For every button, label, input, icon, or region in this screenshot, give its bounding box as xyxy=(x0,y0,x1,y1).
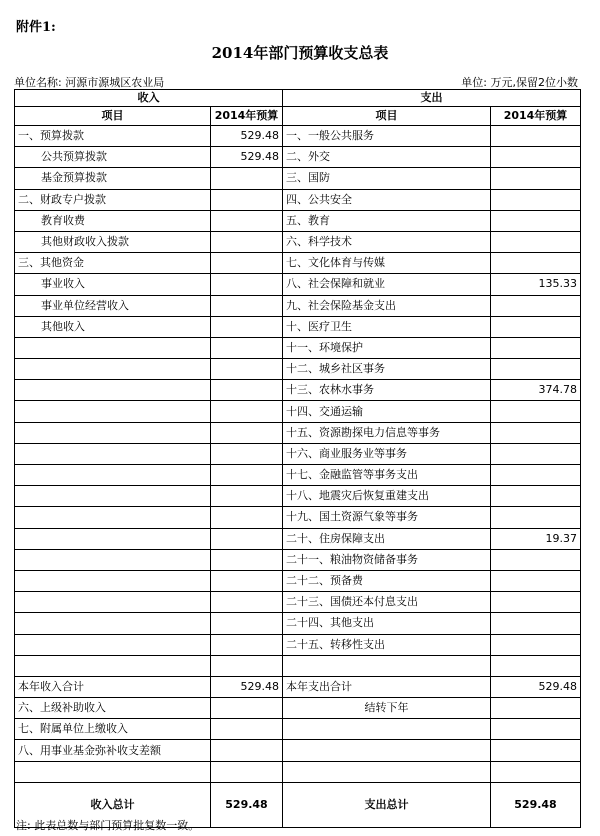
income-item-cell xyxy=(15,380,211,401)
income-value-cell xyxy=(211,486,283,507)
expense-value-cell xyxy=(491,570,581,591)
income-item-cell xyxy=(15,422,211,443)
income-value-cell: 529.48 xyxy=(211,147,283,168)
expense-value-cell xyxy=(491,634,581,655)
budget-table xyxy=(14,89,581,828)
income-item-cell: 事业单位经营收入 xyxy=(15,295,211,316)
income-item-cell xyxy=(15,655,211,676)
expense-item-cell: 结转下年 xyxy=(283,698,491,719)
table-row xyxy=(15,592,581,613)
income-item-cell: 本年收入合计 xyxy=(15,676,211,697)
table-row xyxy=(15,253,581,274)
income-value-cell xyxy=(211,422,283,443)
expense-value-cell xyxy=(491,359,581,380)
expense-item-cell: 三、国防 xyxy=(283,168,491,189)
income-value-cell xyxy=(211,698,283,719)
expense-total-label: 支出总计 xyxy=(283,782,491,827)
income-value-cell xyxy=(211,168,283,189)
income-item-cell: 七、附属单位上缴收入 xyxy=(15,719,211,740)
expense-section-header: 支出 xyxy=(283,90,581,107)
income-value-cell xyxy=(211,231,283,252)
income-value-cell xyxy=(211,401,283,422)
table-row xyxy=(15,380,581,401)
income-item-header: 项目 xyxy=(15,107,211,126)
income-item-cell: 三、其他资金 xyxy=(15,253,211,274)
income-item-cell: 八、用事业基金弥补收支差额 xyxy=(15,740,211,761)
table-row xyxy=(15,634,581,655)
expense-item-cell: 二十四、其他支出 xyxy=(283,613,491,634)
income-value-cell xyxy=(211,761,283,782)
column-header-row xyxy=(15,107,581,126)
expense-item-cell: 二十五、转移性支出 xyxy=(283,634,491,655)
table-row xyxy=(15,316,581,337)
table-row xyxy=(15,613,581,634)
income-item-cell xyxy=(15,486,211,507)
expense-item-cell: 十八、地震灾后恢复重建支出 xyxy=(283,486,491,507)
table-row xyxy=(15,719,581,740)
income-item-cell xyxy=(15,359,211,380)
income-value-cell xyxy=(211,570,283,591)
expense-item-cell: 十九、国土资源气象等事务 xyxy=(283,507,491,528)
expense-item-cell: 九、社会保险基金支出 xyxy=(283,295,491,316)
income-value-cell xyxy=(211,592,283,613)
table-row xyxy=(15,761,581,782)
expense-item-cell: 七、文化体育与传媒 xyxy=(283,253,491,274)
income-item-cell xyxy=(15,401,211,422)
expense-value-cell xyxy=(491,231,581,252)
table-row xyxy=(15,655,581,676)
table-row xyxy=(15,210,581,231)
expense-value-cell xyxy=(491,761,581,782)
table-row xyxy=(15,274,581,295)
income-item-cell xyxy=(15,443,211,464)
expense-value-cell xyxy=(491,210,581,231)
income-item-cell xyxy=(15,507,211,528)
expense-item-cell: 十五、资源勘探电力信息等事务 xyxy=(283,422,491,443)
income-value-cell xyxy=(211,295,283,316)
page-title: 2014年部门预算收支总表 xyxy=(211,44,389,62)
table-row xyxy=(15,337,581,358)
expense-value-cell xyxy=(491,655,581,676)
expense-item-cell: 二十三、国债还本付息支出 xyxy=(283,592,491,613)
annex-label: 附件1: xyxy=(16,20,56,35)
income-item-cell xyxy=(15,528,211,549)
income-item-cell xyxy=(15,549,211,570)
expense-value-cell xyxy=(491,316,581,337)
expense-value-cell xyxy=(491,549,581,570)
table-row xyxy=(15,507,581,528)
expense-value-cell xyxy=(491,698,581,719)
income-item-cell: 其他收入 xyxy=(15,316,211,337)
table-row xyxy=(15,486,581,507)
income-item-cell xyxy=(15,613,211,634)
table-row xyxy=(15,231,581,252)
expense-item-cell: 一、一般公共服务 xyxy=(283,126,491,147)
income-item-cell xyxy=(15,337,211,358)
expense-value-cell xyxy=(491,613,581,634)
expense-total-value: 529.48 xyxy=(491,782,581,827)
table-row xyxy=(15,189,581,210)
expense-item-cell: 本年支出合计 xyxy=(283,676,491,697)
expense-budget-header: 2014年预算 xyxy=(491,107,581,126)
table-row xyxy=(15,422,581,443)
income-value-cell xyxy=(211,740,283,761)
income-value-cell xyxy=(211,719,283,740)
expense-item-cell: 十、医疗卫生 xyxy=(283,316,491,337)
income-value-cell xyxy=(211,337,283,358)
expense-item-cell: 十七、金融监管等事务支出 xyxy=(283,465,491,486)
unit-note: 单位: 万元,保留2位小数 xyxy=(461,76,578,89)
income-value-cell xyxy=(211,549,283,570)
income-budget-header: 2014年预算 xyxy=(211,107,283,126)
income-value-cell: 529.48 xyxy=(211,126,283,147)
expense-item-cell: 二、外交 xyxy=(283,147,491,168)
expense-value-cell xyxy=(491,147,581,168)
section-header-row xyxy=(15,90,581,107)
table-row xyxy=(15,359,581,380)
income-item-cell: 其他财政收入拨款 xyxy=(15,231,211,252)
income-value-cell xyxy=(211,507,283,528)
table-row xyxy=(15,465,581,486)
income-section-header: 收入 xyxy=(15,90,283,107)
expense-value-cell xyxy=(491,443,581,464)
table-row xyxy=(15,740,581,761)
income-value-cell xyxy=(211,359,283,380)
income-value-cell xyxy=(211,274,283,295)
table-row xyxy=(15,401,581,422)
expense-item-cell: 二十二、预备费 xyxy=(283,570,491,591)
expense-item-cell: 十三、农林水事务 xyxy=(283,380,491,401)
income-item-cell: 基金预算拨款 xyxy=(15,168,211,189)
table-row xyxy=(15,295,581,316)
table-row xyxy=(15,147,581,168)
table-row xyxy=(15,528,581,549)
income-total-value: 529.48 xyxy=(211,782,283,827)
expense-item-cell: 四、公共安全 xyxy=(283,189,491,210)
expense-item-cell: 五、教育 xyxy=(283,210,491,231)
income-item-cell xyxy=(15,634,211,655)
income-item-cell: 公共预算拨款 xyxy=(15,147,211,168)
expense-item-cell: 十六、商业服务业等事务 xyxy=(283,443,491,464)
expense-item-cell: 十四、交通运输 xyxy=(283,401,491,422)
expense-item-cell xyxy=(283,740,491,761)
footnote: 注: 此表总数与部门预算批复数一致。 xyxy=(16,819,200,832)
expense-item-cell: 八、社会保障和就业 xyxy=(283,274,491,295)
income-value-cell xyxy=(211,465,283,486)
table-row xyxy=(15,676,581,697)
expense-value-cell xyxy=(491,465,581,486)
expense-item-cell xyxy=(283,761,491,782)
income-value-cell xyxy=(211,443,283,464)
income-item-cell: 二、财政专户拨款 xyxy=(15,189,211,210)
income-value-cell xyxy=(211,528,283,549)
table-row xyxy=(15,443,581,464)
income-value-cell: 529.48 xyxy=(211,676,283,697)
income-item-cell xyxy=(15,465,211,486)
income-value-cell xyxy=(211,380,283,401)
income-value-cell xyxy=(211,613,283,634)
table-row xyxy=(15,549,581,570)
income-value-cell xyxy=(211,655,283,676)
expense-item-cell: 六、科学技术 xyxy=(283,231,491,252)
table-row xyxy=(15,698,581,719)
expense-item-cell: 十二、城乡社区事务 xyxy=(283,359,491,380)
expense-value-cell xyxy=(491,295,581,316)
expense-value-cell: 19.37 xyxy=(491,528,581,549)
table-row xyxy=(15,168,581,189)
income-item-cell: 一、预算拨款 xyxy=(15,126,211,147)
expense-item-cell xyxy=(283,655,491,676)
expense-value-cell xyxy=(491,507,581,528)
income-value-cell xyxy=(211,634,283,655)
income-value-cell xyxy=(211,210,283,231)
expense-value-cell: 529.48 xyxy=(491,676,581,697)
expense-value-cell xyxy=(491,337,581,358)
expense-value-cell xyxy=(491,253,581,274)
table-row xyxy=(15,126,581,147)
expense-value-cell: 374.78 xyxy=(491,380,581,401)
expense-value-cell xyxy=(491,740,581,761)
expense-value-cell xyxy=(491,719,581,740)
expense-value-cell xyxy=(491,189,581,210)
expense-value-cell xyxy=(491,168,581,189)
expense-value-cell: 135.33 xyxy=(491,274,581,295)
expense-value-cell xyxy=(491,592,581,613)
expense-item-header: 项目 xyxy=(283,107,491,126)
income-item-cell xyxy=(15,761,211,782)
income-item-cell: 事业收入 xyxy=(15,274,211,295)
unit-name: 单位名称: 河源市源城区农业局 xyxy=(14,76,165,89)
table-row xyxy=(15,570,581,591)
expense-item-cell: 二十、住房保障支出 xyxy=(283,528,491,549)
expense-item-cell: 十一、环境保护 xyxy=(283,337,491,358)
income-value-cell xyxy=(211,253,283,274)
income-item-cell xyxy=(15,592,211,613)
income-item-cell: 教育收费 xyxy=(15,210,211,231)
expense-value-cell xyxy=(491,486,581,507)
expense-item-cell xyxy=(283,719,491,740)
expense-value-cell xyxy=(491,422,581,443)
income-item-cell xyxy=(15,570,211,591)
table-body xyxy=(15,126,581,783)
expense-value-cell xyxy=(491,401,581,422)
income-value-cell xyxy=(211,189,283,210)
expense-item-cell: 二十一、粮油物资储备事务 xyxy=(283,549,491,570)
expense-value-cell xyxy=(491,126,581,147)
income-item-cell: 六、上级补助收入 xyxy=(15,698,211,719)
income-total-label: 收入总计 xyxy=(15,782,211,827)
income-value-cell xyxy=(211,316,283,337)
